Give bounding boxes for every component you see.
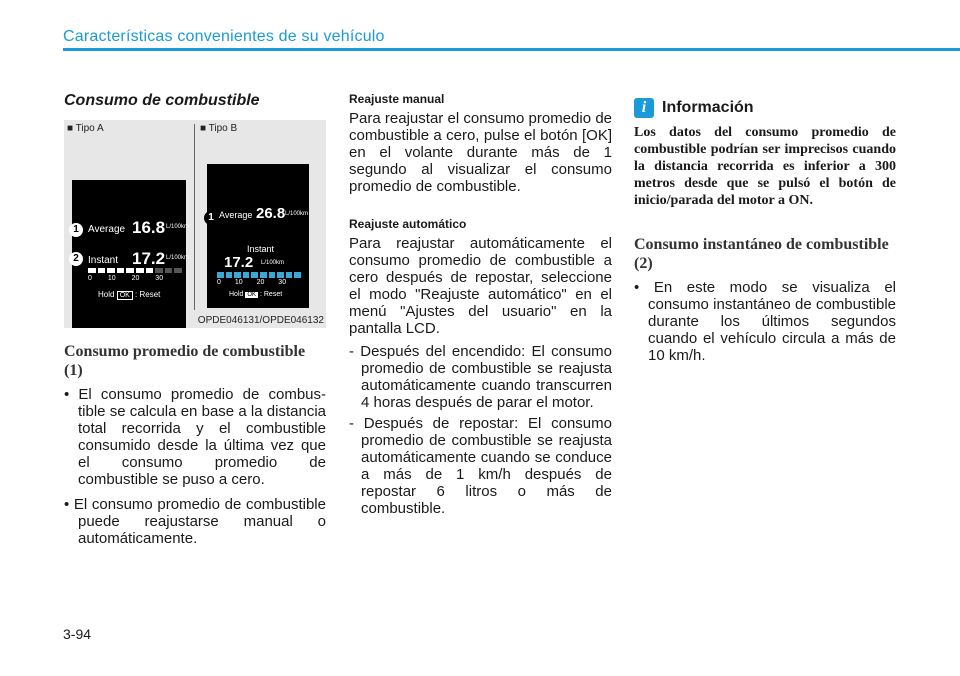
lcd-screen-type-b [207, 164, 309, 308]
instant-label: Instant [247, 244, 275, 254]
average-label: Average [88, 224, 126, 235]
consumption-bar-graph [217, 272, 301, 278]
lcd-screen-type-a [72, 180, 190, 328]
callout-1-b: 1 [204, 211, 218, 225]
sub-heading: Consumo instantáneo de combustible (2) [634, 236, 889, 272]
info-title: Información [662, 99, 754, 116]
bar-scale: 0 10 20 30 [88, 275, 164, 282]
tipo-a-label: ■ Tipo A [67, 123, 104, 134]
figure-divider [194, 124, 195, 310]
bullet-item: • El consumo promedio de combus-tible se calcula en base a la distancia total recorrida y el combustible consumido desde la última vez que el consumo promedio de combustible se puso a cero. [64, 386, 326, 488]
average-value: 26.8 [256, 205, 286, 222]
instant-label: Instant [88, 255, 119, 266]
bar-scale: 0 10 20 30 [217, 279, 287, 286]
callout-2-b: 2 [208, 251, 214, 262]
hold-ok-reset: Hold OK : Reset [98, 290, 161, 299]
average-value: 16.8 [132, 218, 166, 237]
tipo-b-label: ■ Tipo B [200, 123, 238, 134]
instant-value: 17.2 [224, 254, 254, 271]
callout-2-a: 2 [69, 252, 83, 266]
dash-item: - Después de repostar: El consumo promedio de combustible se reajusta automáticamente cuando se conduce a más de 1 km/h después de repostar 6 litros o más de combustible. [349, 415, 612, 517]
header-rule [63, 48, 960, 51]
column-1 [64, 92, 326, 555]
instant-value: 17.2 [132, 249, 166, 268]
average-label: Average [219, 210, 253, 220]
bullet-item: • En este modo se visualiza el consumo instantáneo de combustible durante los últimos segundos cuando el vehículo circula a más de 10 km/h. [634, 279, 896, 364]
section-heading: Consumo de combustible [64, 92, 260, 109]
section-title: Características convenientes de su vehículo [63, 28, 385, 45]
manual-reset-text: Para reajustar el consumo promedio de combustible a cero, pulse el botón [OK] en el volante durante más de 1 segundo al visualizar el consumo promedio de combustible. [349, 110, 612, 195]
sub-heading: Consumo promedio de combustible (1) [64, 343, 306, 379]
info-icon: i [634, 98, 654, 118]
column-3 [634, 92, 896, 372]
manual-reset-title: Reajuste manual [349, 92, 445, 106]
instant-unit: L/100km [261, 260, 285, 266]
callout-1-a: 1 [69, 223, 83, 237]
cluster-figure [64, 120, 326, 328]
average-unit: L/100km [166, 224, 190, 230]
info-heading [634, 98, 896, 118]
instant-unit: L/100km [166, 255, 190, 261]
average-unit: L/100km [285, 211, 309, 217]
page-number: 3-94 [63, 626, 92, 642]
info-text: Los datos del consumo promedio de combustible podrían ser imprecisos cuando la distancia recorrida es inferior a 300 metros desde que se pulsó el botón de inicio/parada del motor a ON. [634, 125, 896, 208]
dash-item: - Después del encendido: El consumo promedio de combustible se reajusta automáticamente cuando transcurren 4 horas después de parar el motor. [349, 343, 612, 411]
column-2 [349, 92, 612, 521]
hold-ok-reset: Hold OK : Reset [229, 291, 283, 298]
auto-reset-title: Reajuste automático [349, 217, 467, 231]
auto-reset-text: Para reajustar automáticamente el consumo promedio de combustible a cero después de repostar, seleccione el modo "Reajuste automático" en el menú "Ajustes del usuario" en la pantalla LCD. [349, 235, 612, 337]
figure-code: OPDE046131/OPDE046132 [197, 315, 324, 326]
bullet-item: • El consumo promedio de combustible puede reajustarse manual o automáticamente. [64, 496, 326, 547]
consumption-bar-graph [88, 268, 182, 273]
